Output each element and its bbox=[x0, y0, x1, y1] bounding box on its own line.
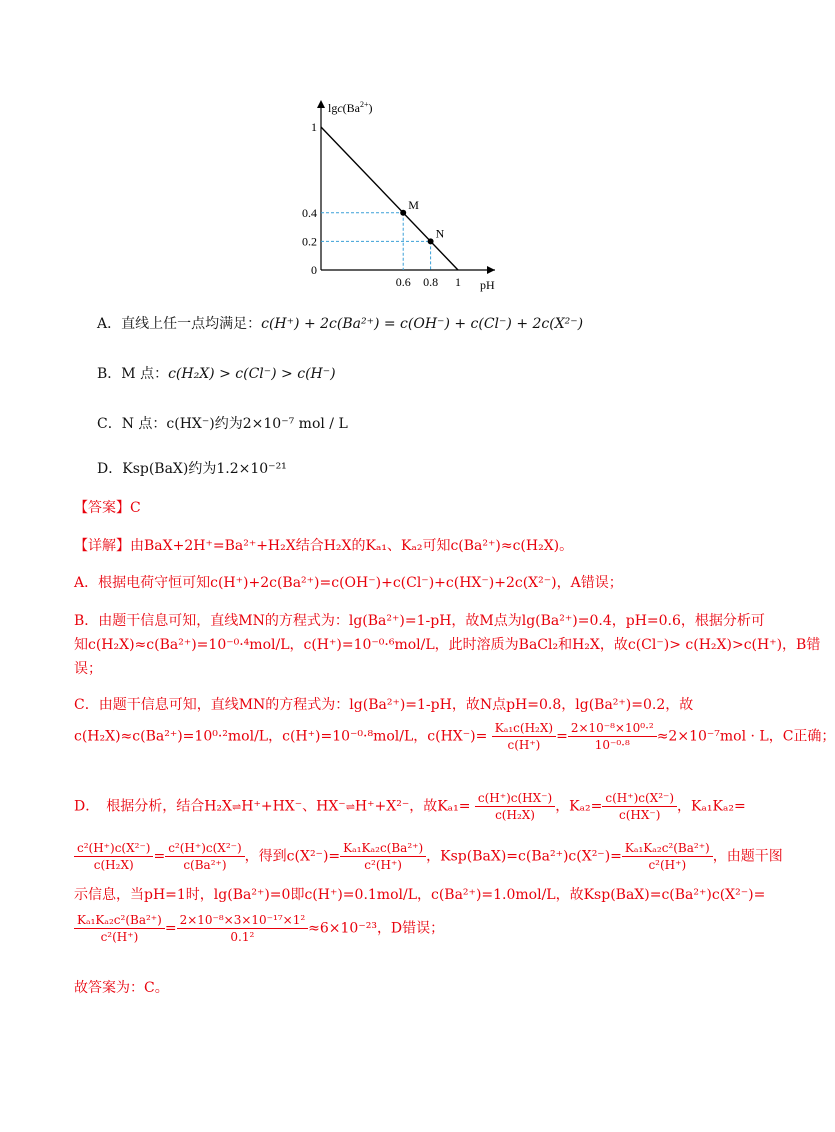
detail-d-line4 bbox=[74, 912, 444, 945]
detail-c-line2-start: c(H₂X)≈c(Ba²⁺)=10⁰·²mol/L，c(H⁺)=10⁻⁰·⁸mol/L，c(HX⁻)= bbox=[74, 728, 488, 745]
x2-f-num: Kₐ₁Kₐ₂c(Ba²⁺) bbox=[340, 840, 426, 857]
series-line bbox=[321, 127, 458, 270]
ka2-def-num: c(H⁺)c(X²⁻) bbox=[602, 790, 677, 807]
x2-f-den: c²(H⁺) bbox=[364, 858, 402, 872]
hx-calc-fraction-den: 10⁻⁰·⁸ bbox=[594, 738, 630, 752]
option-d-mid: 约为 bbox=[188, 461, 217, 477]
equilibrium-arrow-icon: ⇌ bbox=[232, 800, 242, 814]
ka1ka2-f2-den: c(Ba²⁺) bbox=[183, 858, 227, 872]
option-b-prefix: B．M 点： bbox=[97, 366, 169, 382]
ksp-calc-fraction bbox=[177, 912, 309, 945]
y-tick-label: 0.4 bbox=[302, 205, 317, 220]
ksp-expr-fraction bbox=[74, 912, 165, 945]
detail-d-eq2: H⁺+X²⁻，故Kₐ₁= bbox=[354, 798, 471, 815]
option-c bbox=[97, 413, 348, 433]
option-c-value: 2×10⁻⁷ mol / L bbox=[242, 416, 348, 432]
x-tick-label: 0.8 bbox=[423, 275, 439, 289]
ka1-fraction-den: c(H⁺) bbox=[507, 738, 541, 752]
detail-d2-eq: = bbox=[153, 848, 166, 865]
ksp-f-num: Kₐ₁Kₐ₂c²(Ba²⁺) bbox=[622, 840, 713, 857]
option-d-value: 1.2×10⁻²¹ bbox=[216, 461, 287, 477]
ka1ka2-f1-num: c²(H⁺)c(X²⁻) bbox=[74, 840, 153, 857]
option-a-prefix: A．直线上任一点均满足： bbox=[97, 316, 262, 332]
detail-d-line1 bbox=[74, 790, 746, 823]
option-a-formula: c(H⁺) + 2c(Ba²⁺) = c(OH⁻) + c(Cl⁻) + 2c(X²⁻) bbox=[261, 316, 584, 332]
ka1-def-num: c(H⁺)c(HX⁻) bbox=[475, 790, 555, 807]
detail-b-line3: 误； bbox=[74, 661, 102, 677]
ksp-calc-num: 2×10⁻⁸×3×10⁻¹⁷×1² bbox=[177, 912, 309, 929]
answer-value: C bbox=[130, 500, 141, 516]
detail-d-ka2: ，Kₐ₂= bbox=[555, 798, 603, 815]
ksp-calc-den: 0.1² bbox=[230, 930, 255, 944]
final-answer: 故答案为：C。 bbox=[74, 980, 169, 996]
option-c-prefix: C．N 点： bbox=[97, 416, 167, 432]
ka1ka2-fraction-2 bbox=[165, 840, 244, 873]
option-c-mid: 约为 bbox=[214, 416, 243, 432]
ka1-def-fraction bbox=[475, 790, 555, 823]
option-b-formula: c(H₂X) > c(Cl⁻) > c(H⁻) bbox=[168, 366, 336, 382]
y-tick-label: 0 bbox=[311, 263, 317, 277]
detail-label: 【详解】 bbox=[74, 538, 130, 554]
ka2-def-den: c(HX⁻) bbox=[619, 808, 661, 822]
ka1ka2-f2-num: c²(H⁺)c(X²⁻) bbox=[165, 840, 244, 857]
y-axis-arrow-icon bbox=[317, 100, 325, 108]
lgc-ba-vs-ph-chart bbox=[290, 95, 510, 295]
y-tick-label: 1 bbox=[311, 120, 317, 134]
detail-c-line2-end: ≈2×10⁻⁷mol · L，C正确； bbox=[656, 728, 835, 745]
detail-d4-end: ≈6×10⁻²³，D错误； bbox=[308, 920, 445, 937]
option-d-prefix: D． bbox=[97, 461, 123, 477]
ka2-def-fraction bbox=[602, 790, 677, 823]
detail-d-line1-end: ，Kₐ₁Kₐ₂= bbox=[677, 798, 746, 815]
ka1ka2-f1-den: c(H₂X) bbox=[93, 858, 134, 872]
option-c-formula: c(HX⁻) bbox=[166, 416, 215, 432]
option-d-formula: Ksp(BaX) bbox=[122, 461, 189, 477]
answer-label: 【答案】 bbox=[74, 500, 130, 516]
ka1ka2-fraction-1 bbox=[74, 840, 153, 873]
x-tick-label: 0.6 bbox=[395, 275, 411, 289]
y-axis-label: $\lg c(Ba^{2+})$ bbox=[328, 100, 373, 115]
detail-d4-eq: = bbox=[164, 920, 177, 937]
hx-calc-fraction bbox=[568, 720, 657, 753]
detail-d-line2 bbox=[74, 840, 783, 873]
equilibrium-arrow-icon: ⇌ bbox=[345, 800, 355, 814]
detail-d-eq1: H⁺+HX⁻、HX⁻ bbox=[241, 798, 346, 815]
point-label-n: N bbox=[435, 226, 445, 241]
option-d bbox=[97, 458, 287, 478]
x-tick-label: 1 bbox=[455, 275, 461, 289]
x2-fraction bbox=[340, 840, 426, 873]
point-n bbox=[428, 238, 434, 244]
detail-a: A．根据电荷守恒可知c(H⁺)+2c(Ba²⁺)=c(OH⁻)+c(Cl⁻)+c(HX⁻)+2c(X²⁻)，A错误； bbox=[74, 575, 623, 591]
x-axis-label: pH bbox=[480, 278, 495, 292]
detail-d-line1-start: D． 根据分析，结合H₂X bbox=[74, 798, 233, 815]
ka1-def-den: c(H₂X) bbox=[495, 808, 535, 822]
ka1-fraction bbox=[492, 720, 556, 753]
detail-c-line2: c(H₂X)≈c(Ba²⁺)=10⁰·²mol/L，c(H⁺)=10⁻⁰·⁸mol/L，c(HX⁻)= $\frac{\text{Kₐ₁c(H₂X)}}{c(H^+)}$ = $\frac{\text{2×10⁻⁸×10⁰·²}}{\text{10⁻⁰·⁸}}$ ≈2×10⁻⁷mol · L，C正确； bbox=[74, 721, 835, 752]
detail-b-line2: 知c(H₂X)≈c(Ba²⁺)=10⁻⁰·⁴mol/L，c(H⁺)=10⁻⁰·⁶mol/L，此时溶质为BaCl₂和H₂X，故c(Cl⁻)> c(H₂X)>c(H⁺)，B错 bbox=[74, 637, 821, 653]
ksp-f-den: c²(H⁺) bbox=[648, 858, 687, 872]
y-tick-label: 0.2 bbox=[302, 234, 317, 249]
ksp-fraction bbox=[622, 840, 713, 873]
detail-intro: 由BaX+2H⁺=Ba²⁺+H₂X结合H₂X的Kₐ₁、Kₐ₂可知c(Ba²⁺)≈c(H₂X)。 bbox=[130, 538, 574, 554]
ksp-expr-num: Kₐ₁Kₐ₂c²(Ba²⁺) bbox=[74, 912, 165, 929]
x-axis-arrow-icon bbox=[487, 266, 495, 274]
detail-d2-mid: ，得到c(X²⁻)= bbox=[244, 848, 341, 865]
option-b bbox=[97, 363, 336, 383]
detail-d2-end: ，由题干图 bbox=[712, 848, 783, 865]
detail-intro-line bbox=[74, 535, 573, 555]
detail-d2-ksp: ，Ksp(BaX)=c(Ba²⁺)c(X²⁻)= bbox=[426, 848, 622, 865]
detail-d-line3: 示信息，当pH=1时，lg(Ba²⁺)=0即c(H⁺)=0.1mol/L，c(Ba²⁺)=1.0mol/L，故Ksp(BaX)=c(Ba²⁺)c(X²⁻)= bbox=[74, 887, 766, 903]
ka1-fraction-num: Kₐ₁c(H₂X) bbox=[492, 720, 556, 737]
point-m bbox=[400, 210, 406, 216]
answer-line bbox=[74, 497, 141, 517]
option-a bbox=[97, 313, 583, 333]
point-label-m: M bbox=[408, 197, 419, 212]
hx-calc-fraction-num: 2×10⁻⁸×10⁰·² bbox=[568, 720, 657, 737]
ksp-expr-den: c²(H⁺) bbox=[100, 930, 139, 944]
detail-c-line1: C．由题干信息可知，直线MN的方程式为：lg(Ba²⁺)=1-pH，故N点pH=0.8，lg(Ba²⁺)=0.2，故 bbox=[74, 697, 694, 713]
detail-b-line1: B．由题干信息可知，直线MN的方程式为：lg(Ba²⁺)=1-pH，故M点为lg(Ba²⁺)=0.4，pH=0.6，根据分析可 bbox=[74, 613, 765, 629]
